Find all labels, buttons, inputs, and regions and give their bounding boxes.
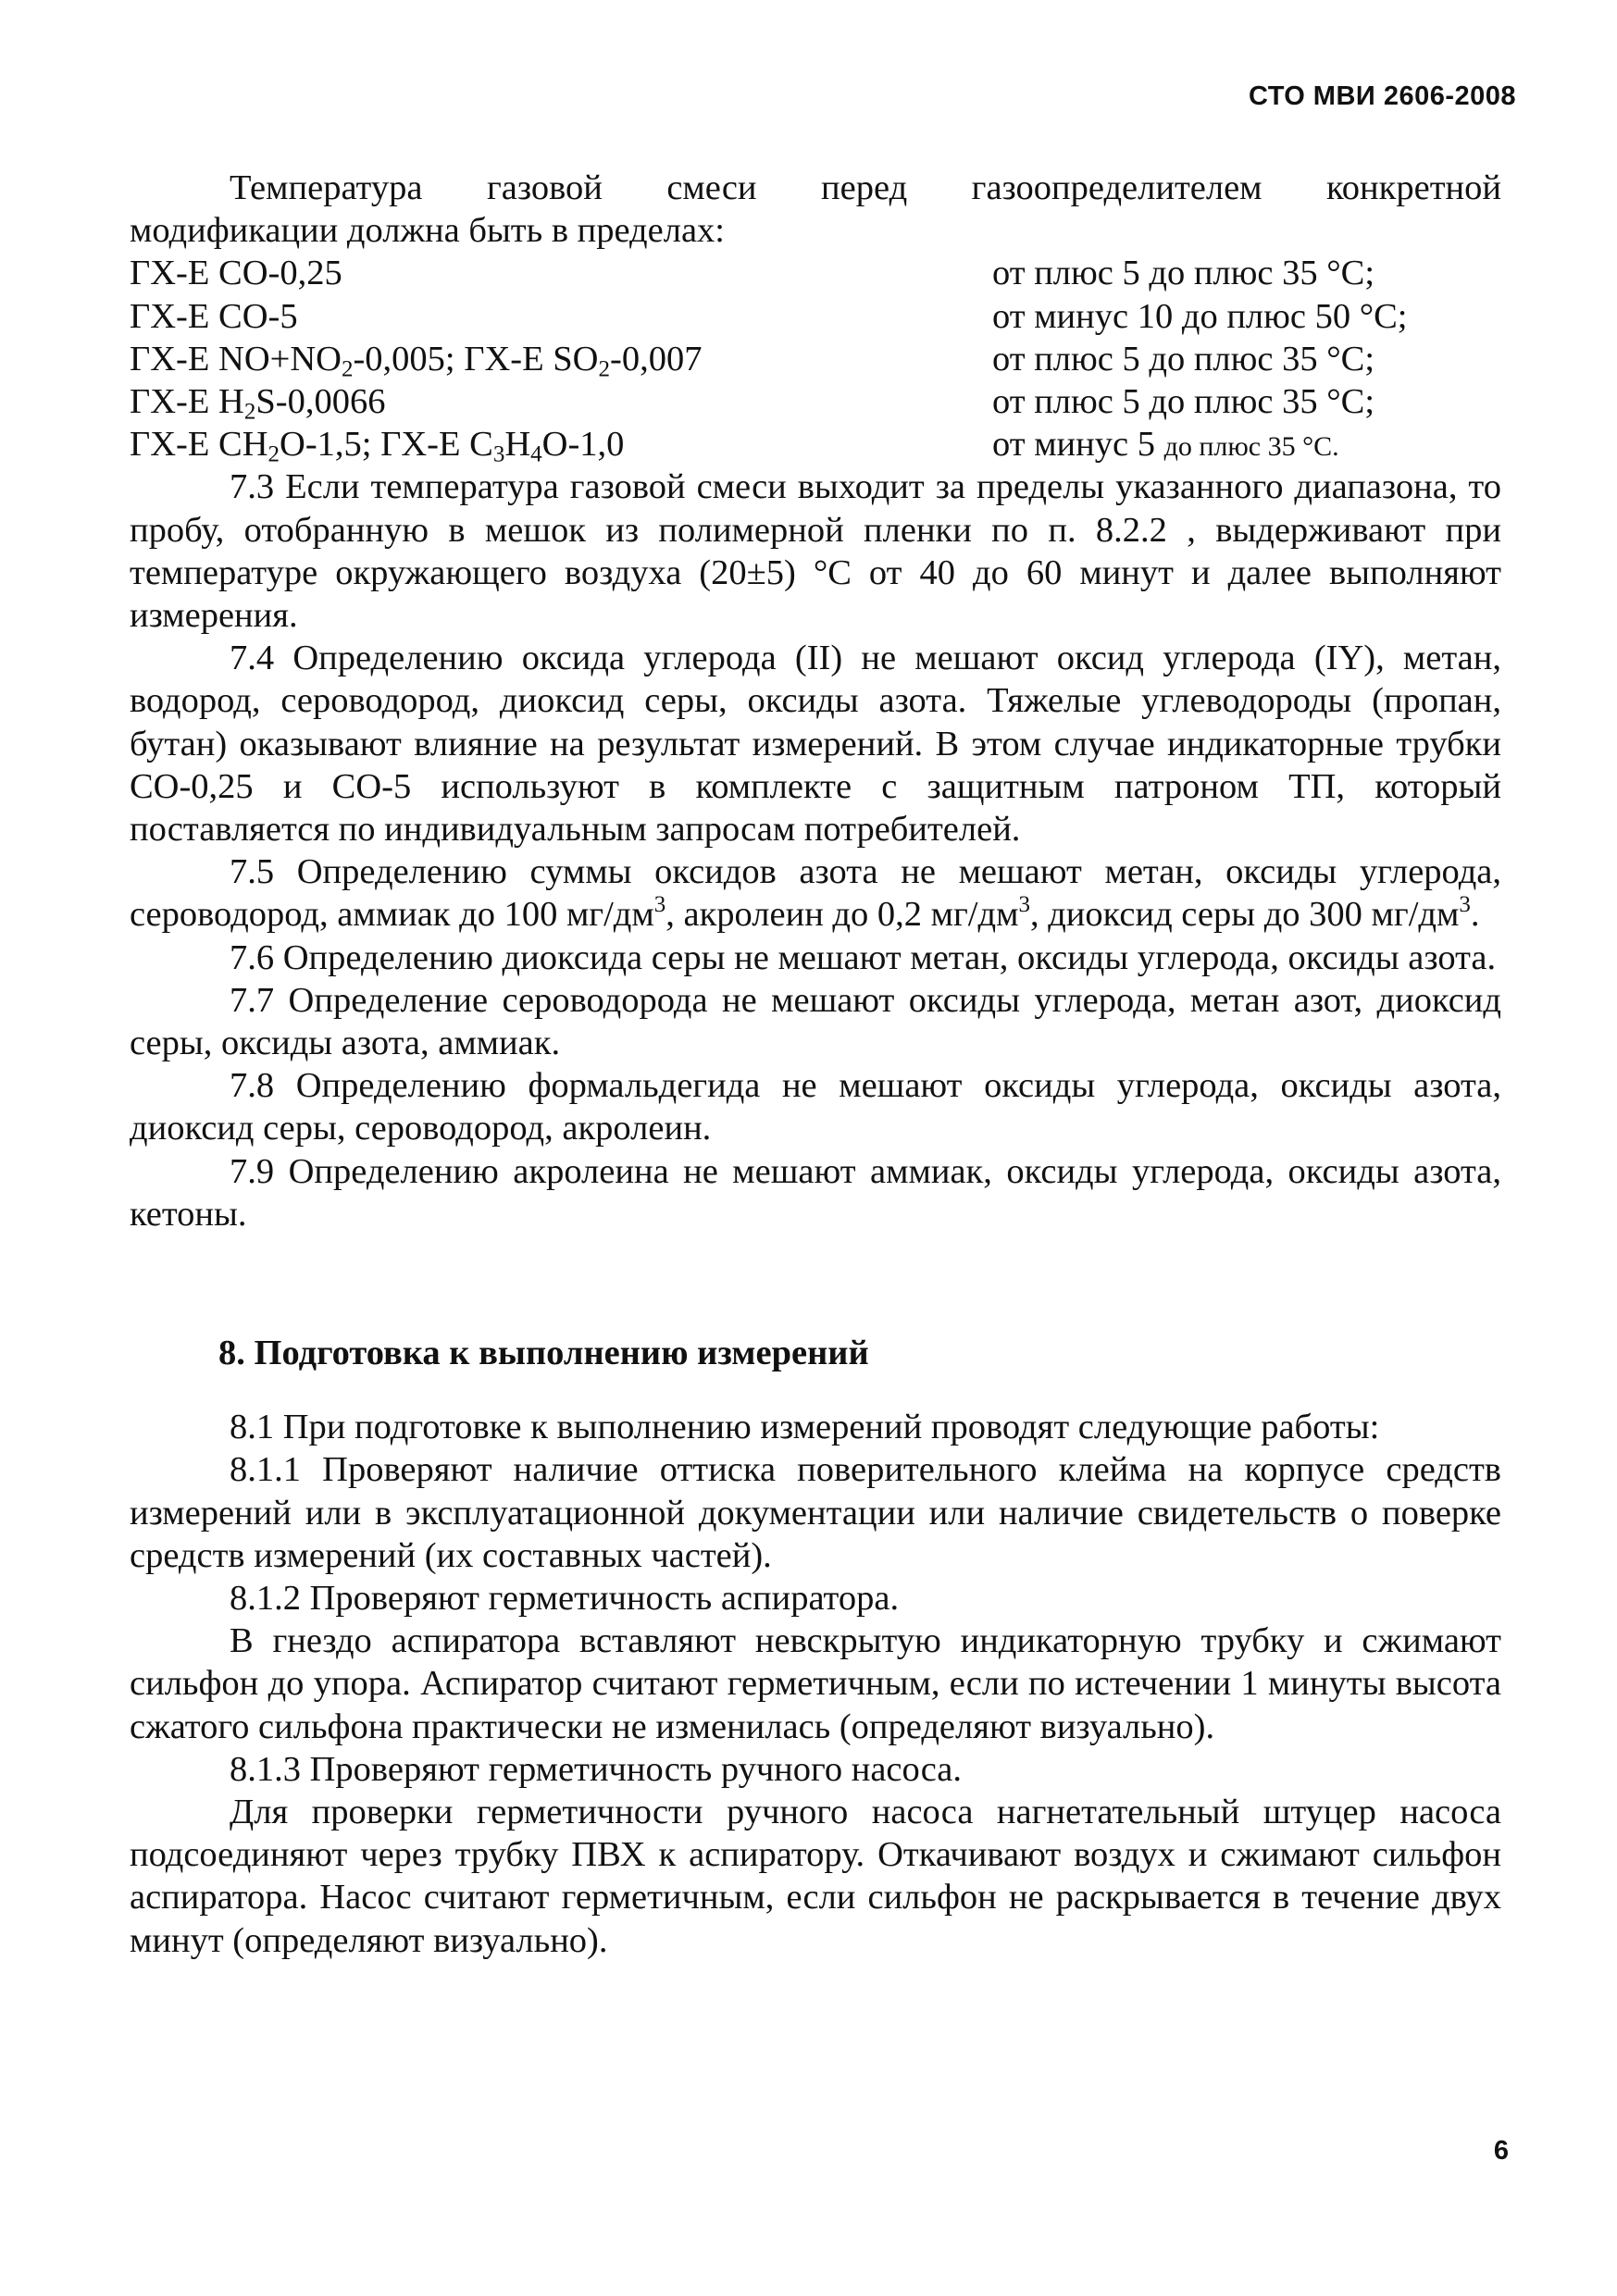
temp-row	[130, 423, 1501, 465]
temperature-range: от минус 10 до плюс 50 °С;	[992, 296, 1408, 336]
temp-row	[130, 295, 1501, 338]
intro-word: газоопределителем	[971, 168, 1263, 207]
paragraph-7-6: 7.6 Определению диоксида серы не мешают метан, оксиды углерода, оксиды азота.	[230, 937, 1497, 977]
intro-word: перед	[821, 168, 908, 207]
temperature-range: от плюс 5 до плюс 35 °С;	[992, 339, 1375, 379]
modification-name: ГХ-Е $H_2S-0,0066$	[130, 381, 386, 425]
paragraph-7-7: 7.7 Определение сероводорода не мешают оксиды углерода, метан азот, диоксид серы, оксиды азота, аммиак.	[130, 980, 1501, 1062]
temperature-range: от минус 5 до плюс 35 °С.	[992, 425, 1339, 465]
modification-name: ГХ-Е $NO+NO_2-0,005$; ГХ-Е $SO_2-0,007$	[130, 339, 703, 382]
temp-row	[130, 338, 1501, 380]
intro-word: газовой	[486, 168, 603, 207]
page-number: 6	[1493, 2136, 1509, 2166]
temp-row	[130, 380, 1501, 423]
paragraph-8-1: 8.1 При подготовке к выполнению измерений проводят следующие работы:	[230, 1408, 1380, 1447]
paragraph-aspirator-check: В гнездо аспиратора вставляют невскрытую индикаторную трубку и сжимают сильфон до упора. Аспиратор считают герметичным, если по истечении 1 минуты высота сжатого сильфона практически не изменилась (определяют визуально).	[130, 1621, 1501, 1746]
intro-line-2: модификации должна быть в пределах:	[130, 211, 725, 251]
temperature-range: от плюс 5 до плюс 35 °С;	[992, 254, 1375, 293]
paragraph-8-1-2: 8.1.2 Проверяют герметичность аспиратора.	[230, 1579, 900, 1619]
section-8-heading: 8. Подготовка к выполнению измерений	[218, 1334, 869, 1372]
paragraph-8-1-1: 8.1.1 Проверяют наличие оттиска поверительного клейма на корпусе средств измерений или в эксплуатационной документации или наличие свидетельств о поверке средств измерений (их составных частей).	[130, 1450, 1501, 1575]
paragraph-7-3: 7.3 Если температура газовой смеси выходит за пределы указанного диапазона, то пробу, отобранную в мешок из полимерной пленки по п. 8.2.2 , выдерживают при температуре окружающего воздуха (20±5) °С от 40 до 60 минут и далее выполняют измерения.	[130, 467, 1501, 635]
document-code-header: СТО МВИ 2606-2008	[1248, 81, 1516, 111]
paragraph-7-4: 7.4 Определению оксида углерода (II) не мешают оксид углерода (IY), метан, водород, сероводород, диоксид серы, оксиды азота. Тяжелые углеводороды (пропан, бутан) оказывают влияние на результат измерений. В этом случае индикаторные трубки СО-0,25 и СО-5 используют в комплекте с защитным патроном ТП, который поставляется по индивидуальным запросам потребителей.	[130, 639, 1501, 849]
paragraph-7-9: 7.9 Определению акролеина не мешают аммиак, оксиды углерода, оксиды азота, кетоны.	[130, 1151, 1501, 1234]
temp-row	[130, 252, 1501, 294]
temperature-table	[130, 252, 1501, 465]
intro-word: Температура	[230, 168, 423, 207]
modification-name: ГХ-Е $CH_2O-1,5$; ГХ-Е $C_3H_4O-1,0$	[130, 425, 625, 467]
intro-word: конкретной	[1326, 168, 1501, 207]
modification-name: ГХ-Е СО-5	[130, 296, 298, 336]
intro-word: смеси	[666, 168, 757, 207]
modification-name: ГХ-Е СО-0,25	[130, 254, 342, 293]
paragraph-8-1-3: 8.1.3 Проверяют герметичность ручного насоса.	[230, 1749, 962, 1789]
paragraph-7-8: 7.8 Определению формальдегида не мешают оксиды углерода, оксиды азота, диоксид серы, сероводород, акролеин.	[130, 1066, 1501, 1148]
intro-line-1	[130, 167, 1501, 209]
paragraph-7-5: 7.5 Определению суммы оксидов азота не мешают метан, оксиды углерода, сероводород, аммиак до 100 $мг/дм^3$, акролеин до 0,2 $мг/дм^3$, диоксид серы до 300 $мг/дм^3$.	[130, 852, 1501, 935]
temperature-range: от плюс 5 до плюс 35 °С;	[992, 381, 1375, 421]
paragraph-pump-check: Для проверки герметичности ручного насоса нагнетательный штуцер насоса подсоединяют через трубку ПВХ к аспиратору. Откачивают воздух и сжимают сильфон аспиратора. Насос считают герметичным, если сильфон не раскрывается в течение двух минут (определяют визуально).	[130, 1793, 1501, 1960]
page-body	[130, 167, 1501, 1962]
